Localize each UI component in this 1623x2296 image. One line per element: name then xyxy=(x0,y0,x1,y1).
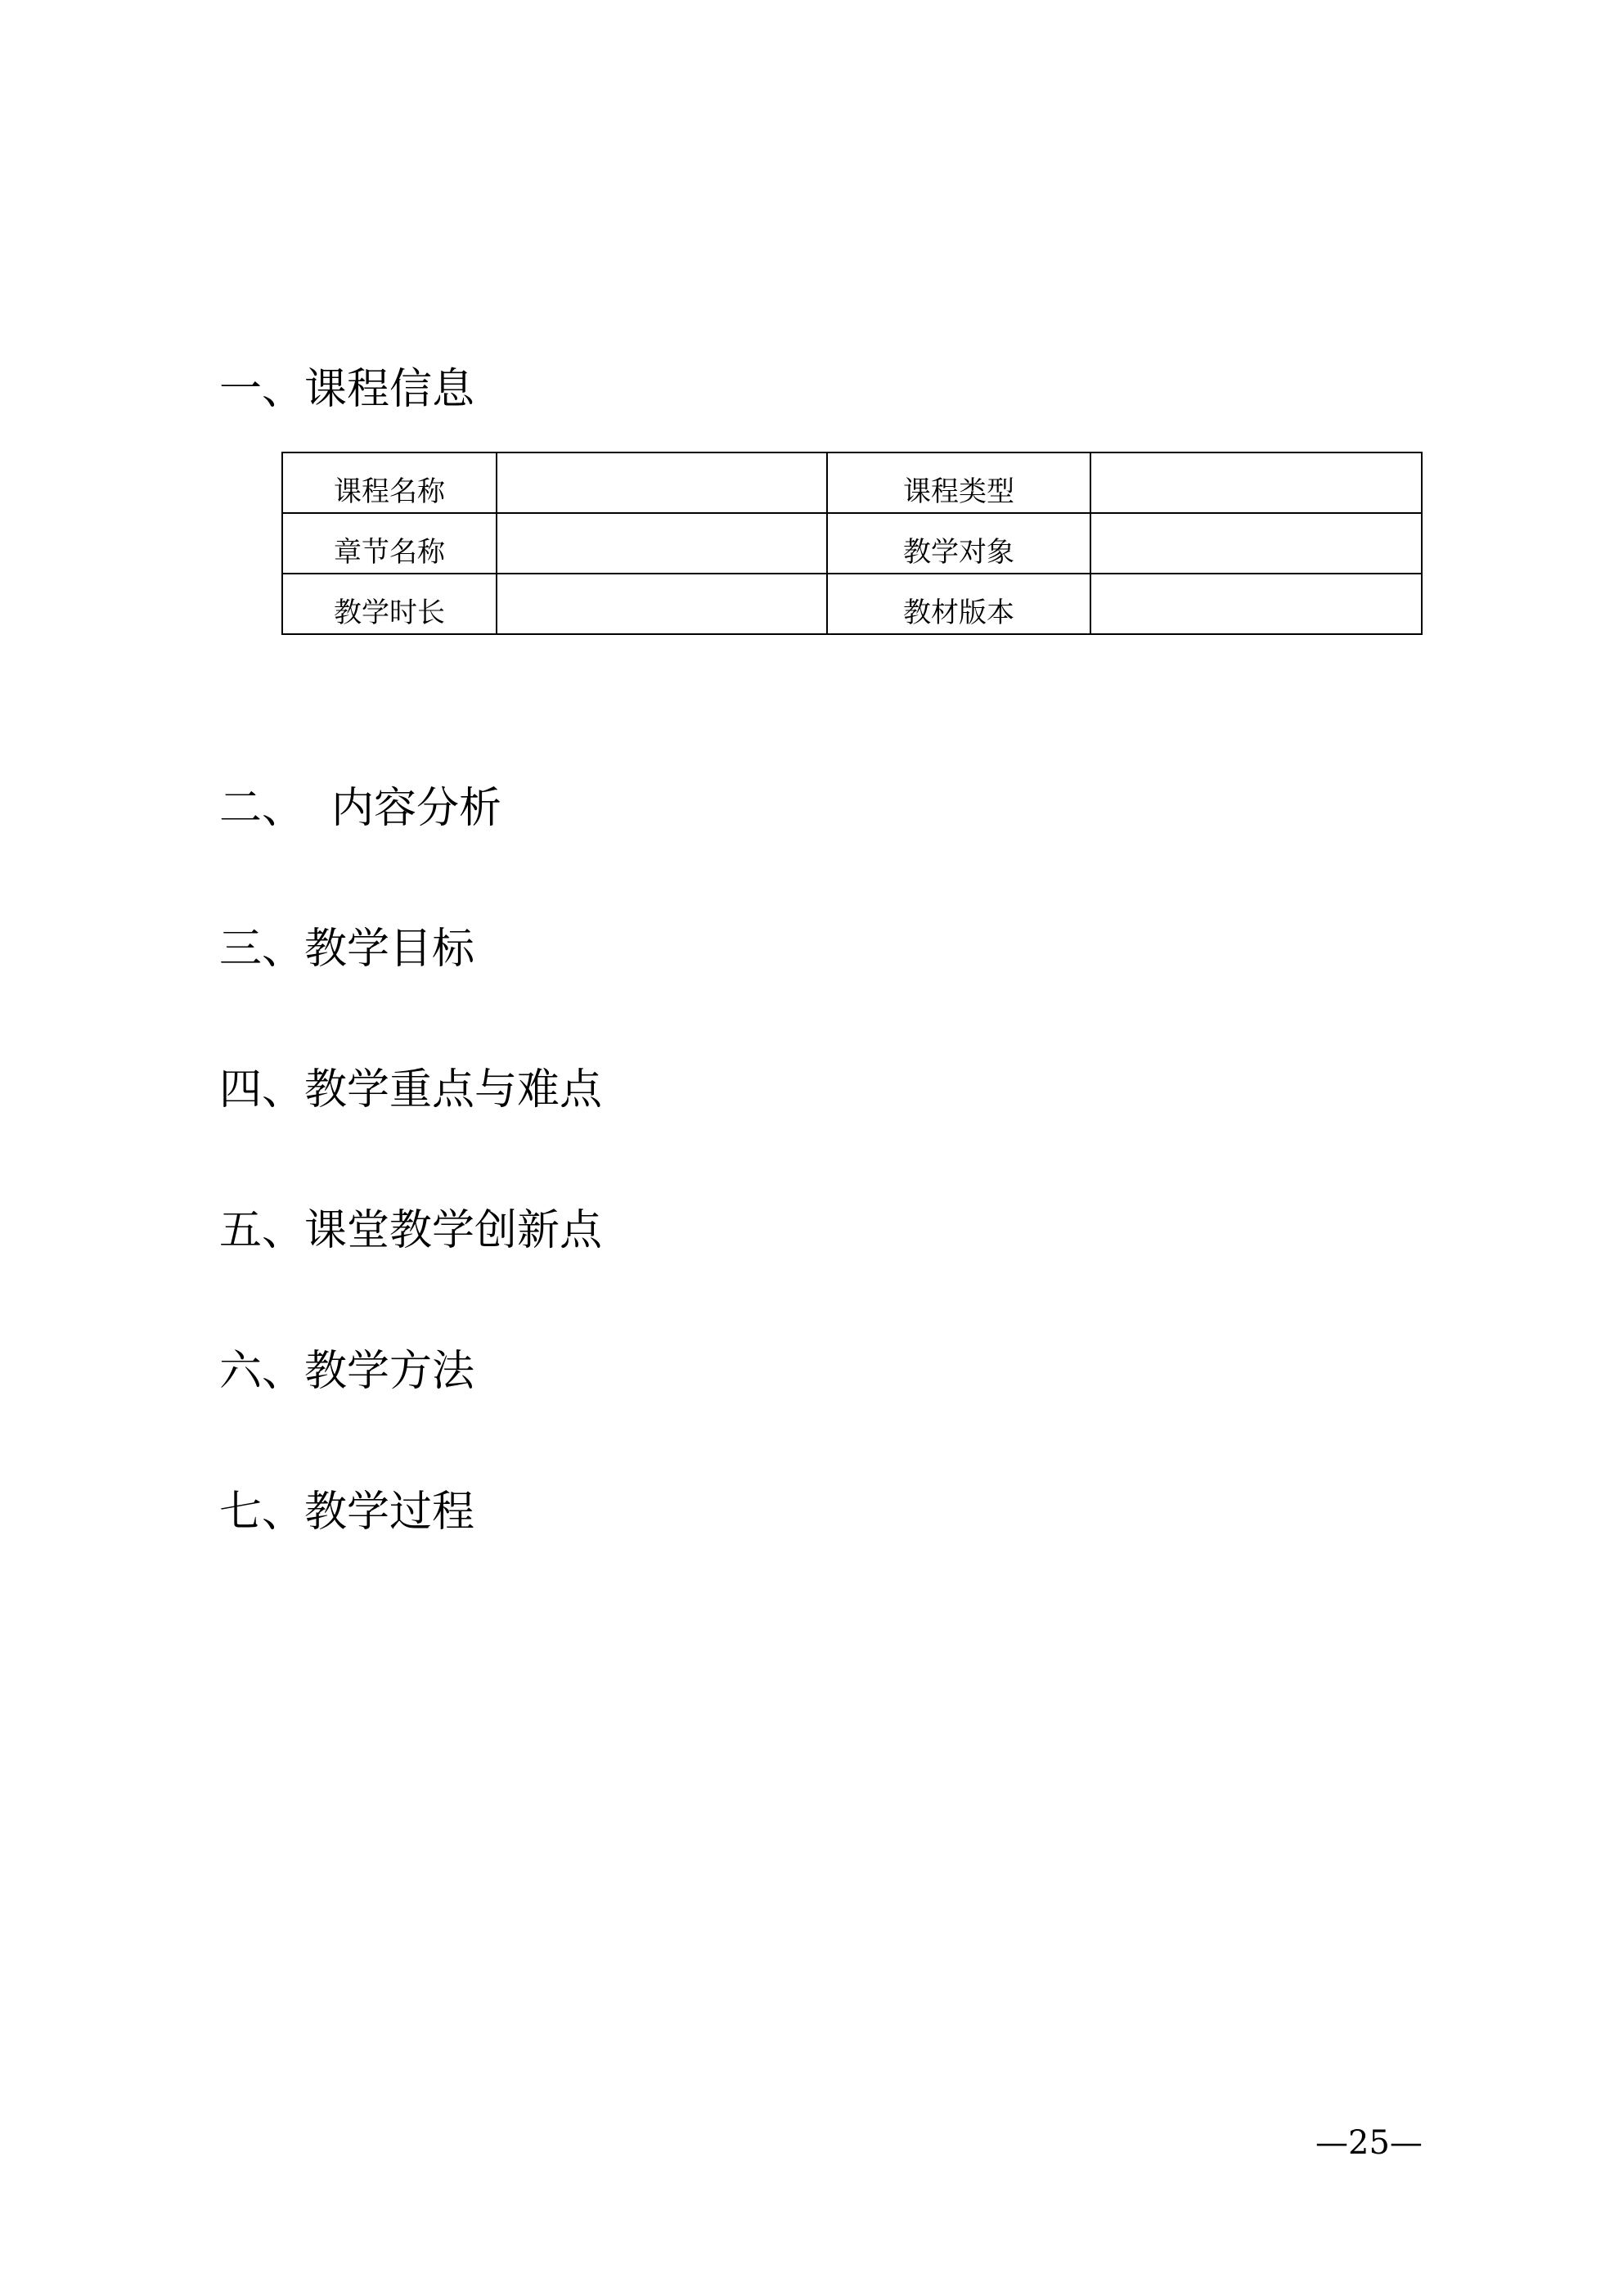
section-heading-innovation: 五、课堂教学创新点 xyxy=(219,1206,603,1255)
page-number: —25— xyxy=(1315,2124,1423,2162)
table-label-cell: 课程类型 xyxy=(827,452,1090,513)
section-heading-teaching-objectives: 三、教学目标 xyxy=(219,925,475,974)
table-value-cell[interactable] xyxy=(1090,574,1422,634)
table-label-cell: 教学时长 xyxy=(282,574,497,634)
table-value-cell[interactable] xyxy=(497,574,827,634)
table-row xyxy=(282,513,1422,574)
table-value-cell[interactable] xyxy=(1090,513,1422,574)
table-label-cell: 章节名称 xyxy=(282,513,497,574)
table-label-cell: 课程名称 xyxy=(282,452,497,513)
table-value-cell[interactable] xyxy=(497,452,827,513)
section-heading-course-info: 一、课程信息 xyxy=(219,365,475,414)
table-label-cell: 教学对象 xyxy=(827,513,1090,574)
section-heading-content-analysis: 二、 内容分析 xyxy=(219,784,502,833)
table-value-cell[interactable] xyxy=(1090,452,1422,513)
section-heading-key-points: 四、教学重点与难点 xyxy=(219,1065,603,1114)
table-row xyxy=(282,574,1422,634)
table-value-cell[interactable] xyxy=(497,513,827,574)
section-heading-teaching-process: 七、教学过程 xyxy=(219,1488,475,1537)
table-row xyxy=(282,452,1422,513)
table-label-cell: 教材版本 xyxy=(827,574,1090,634)
section-heading-teaching-methods: 六、教学方法 xyxy=(219,1347,475,1396)
course-info-table xyxy=(281,452,1423,635)
